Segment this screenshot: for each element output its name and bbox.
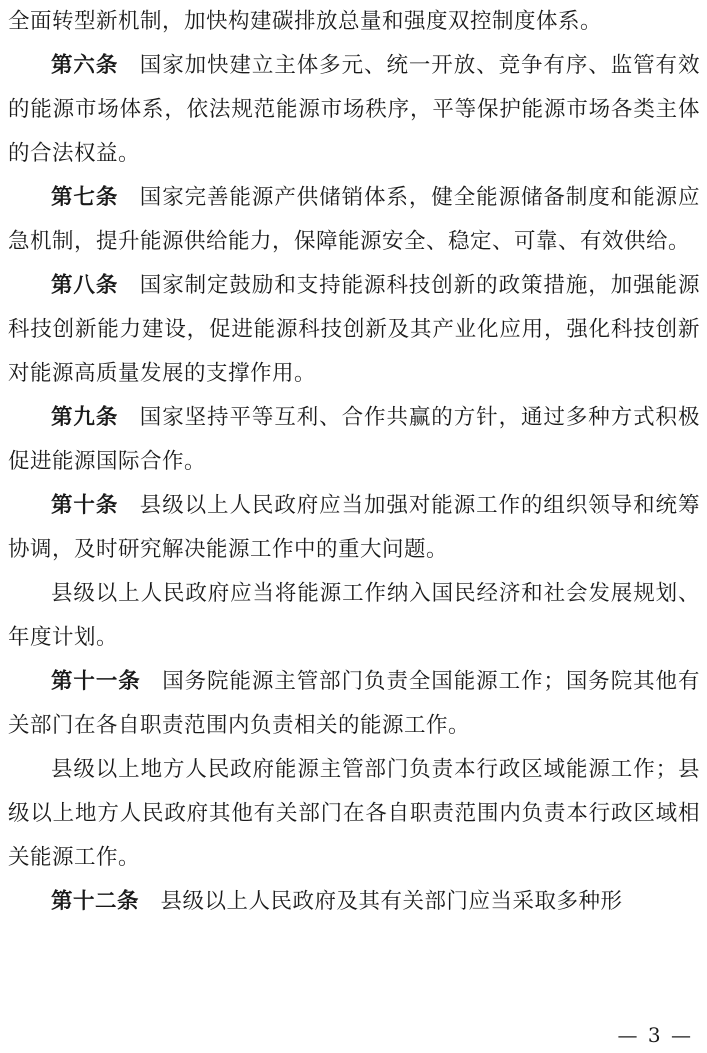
article-label: 第七条 [51,185,119,210]
paragraph-text: 国家坚持平等互利、合作共赢的方针，通过多种方式积极促进能源国际合作。 [8,405,700,474]
article-6 [8,44,700,176]
article-12 [8,880,700,924]
article-label: 第十一条 [51,669,141,694]
article-8 [8,264,700,396]
paragraph-text: 国家加快建立主体多元、统一开放、竞争有序、监管有效的能源市场体系，依法规范能源市场秩序，平等保护能源市场各类主体的合法权益。 [8,53,700,166]
paragraph [8,0,700,44]
paragraph-text: 全面转型新机制，加快构建碳排放总量和强度双控制度体系。 [8,9,603,34]
paragraph-text: 国家制定鼓励和支持能源科技创新的政策措施，加强能源科技创新能力建设，促进能源科技创新及其产业化应用，强化科技创新对能源高质量发展的支撑作用。 [8,273,700,386]
paragraph-text: 国家完善能源产供储销体系，健全能源储备制度和能源应急机制，提升能源供给能力，保障能源安全、稳定、可靠、有效供给。 [8,185,700,254]
paragraph [8,748,700,880]
paragraph-text: 国务院能源主管部门负责全国能源工作；国务院其他有关部门在各自职责范围内负责相关的能源工作。 [8,669,700,738]
body-text [8,0,700,924]
paragraph-text: 县级以上地方人民政府能源主管部门负责本行政区域能源工作；县级以上地方人民政府其他有关部门在各自职责范围内负责本行政区域相关能源工作。 [8,757,700,870]
paragraph-text: 县级以上人民政府及其有关部门应当采取多种形 [160,889,623,914]
paragraph-text: 县级以上人民政府应当加强对能源工作的组织领导和统筹协调，及时研究解决能源工作中的重大问题。 [8,493,700,562]
article-label: 第六条 [51,53,119,78]
article-11 [8,660,700,748]
paragraph-text: 县级以上人民政府应当将能源工作纳入国民经济和社会发展规划、年度计划。 [8,581,700,650]
article-label: 第八条 [51,273,119,298]
article-9 [8,396,700,484]
article-label: 第十条 [51,493,119,518]
article-7 [8,176,700,264]
page-number: — 3 — [617,1023,693,1047]
article-label: 第十二条 [51,889,140,914]
paragraph [8,572,700,660]
article-label: 第九条 [51,405,119,430]
article-10 [8,484,700,572]
